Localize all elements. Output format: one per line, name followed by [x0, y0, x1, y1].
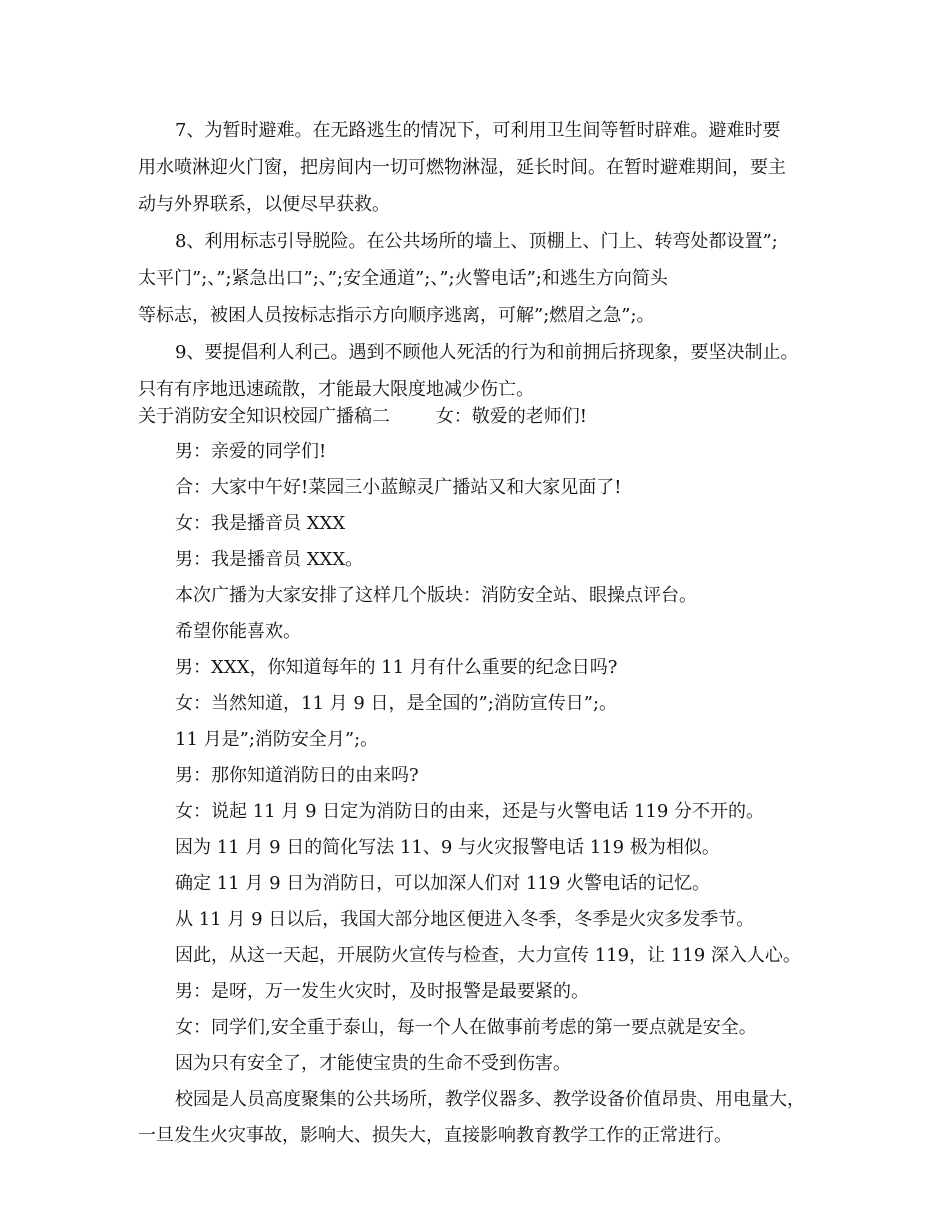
paragraph-line: 9、要提倡利人利己。遇到不顾他人死活的行为和前拥后挤现象，要坚决制止。 — [175, 342, 799, 363]
dialogue-line: 女：当然知道，11 月 9 日，是全国的”;消防宣传日”;。 — [175, 693, 618, 714]
dialogue-line: 男：那你知道消防日的由来吗? — [175, 765, 419, 786]
dialogue-line: 男：XXX，你知道每年的 11 月有什么重要的纪念日吗? — [175, 657, 618, 678]
paragraph-line: 只有有序地迅速疏散，才能最大限度地减少伤亡。 — [138, 379, 534, 400]
dialogue-line: 男：亲爱的同学们! — [175, 441, 327, 462]
paragraph-line: 太平门”;、”;紧急出口”;、”;安全通道”;、”;火警电话”;和逃生方向简头 — [138, 268, 668, 289]
dialogue-line: 因此，从这一天起，开展防火宣传与检查，大力宣传 119，让 119 深入人心。 — [175, 945, 801, 966]
dialogue-line: 合：大家中午好!菜园三小蓝鲸灵广播站又和大家见面了! — [175, 477, 622, 498]
dialogue-line: 11 月是”;消防安全月”;。 — [175, 729, 379, 750]
paragraph-line: 一旦发生火灾事故，影响大、损失大，直接影响教育教学工作的正常进行。 — [138, 1125, 732, 1146]
dialogue-line: 女：我是播音员 XXX — [175, 513, 346, 534]
dialogue-line: 因为 11 月 9 日的简化写法 11、9 与火灾报警电话 119 极为相似。 — [175, 837, 720, 858]
section-title-line: 关于消防安全知识校园广播稿二 女：敬爱的老师们! — [138, 406, 588, 427]
dialogue-line: 从 11 月 9 日以后，我国大部分地区便进入冬季，冬季是火灾多发季节。 — [175, 909, 755, 930]
dialogue-line: 男：我是播音员 XXX。 — [175, 549, 364, 570]
dialogue-line: 确定 11 月 9 日为消防日，可以加深人们对 119 火警电话的记忆。 — [175, 873, 711, 894]
dialogue-line: 女：说起 11 月 9 日定为消防日的由来，还是与火警电话 119 分不开的。 — [175, 801, 765, 822]
paragraph-line: 动与外界联系，以便尽早获救。 — [138, 194, 390, 215]
paragraph-line: 用水喷淋迎火门窗，把房间内一切可燃物淋湿，延长时间。在暂时避难期间，要主 — [138, 157, 786, 178]
paragraph-line: 8、利用标志引导脱险。在公共场所的墙上、顶棚上、门上、转弯处都设置”; — [175, 231, 778, 252]
paragraph-line: 等标志，被困人员按标志指示方向顺序逃离，可解”;燃眉之急”;。 — [138, 305, 655, 326]
dialogue-line: 希望你能喜欢。 — [175, 621, 301, 642]
dialogue-line: 因为只有安全了，才能使宝贵的生命不受到伤害。 — [175, 1053, 571, 1074]
paragraph-line: 校园是人员高度聚集的公共场所，教学仪器多、教学设备价值昂贵、用电量大， — [175, 1089, 805, 1110]
dialogue-line: 本次广播为大家安排了这样几个版块：消防安全站、眼操点评台。 — [175, 585, 697, 606]
dialogue-line: 女：同学们,安全重于泰山，每一个人在做事前考虑的第一要点就是安全。 — [175, 1017, 757, 1038]
paragraph-line: 7、为暂时避难。在无路逃生的情况下，可利用卫生间等暂时辟难。避难时要 — [175, 120, 781, 141]
dialogue-line: 男：是呀，万一发生火灾时，及时报警是最要紧的。 — [175, 981, 589, 1002]
